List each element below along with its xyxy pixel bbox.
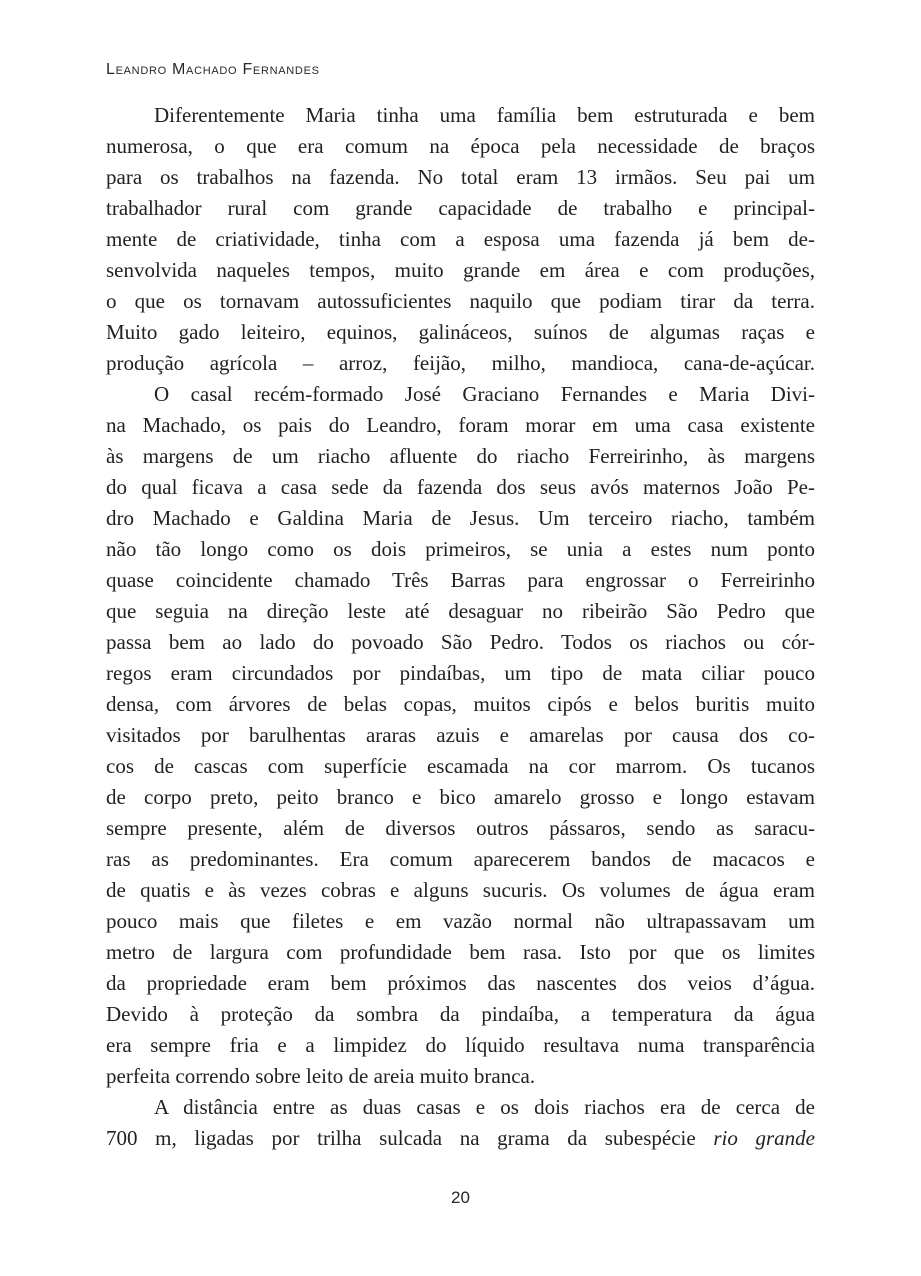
text-line: O casal recém-formado José Graciano Fernandes e Maria Divi- (154, 382, 815, 406)
text-line: dro Machado e Galdina Maria de Jesus. Um terceiro riacho, também (106, 506, 815, 530)
text-line: regos eram circundados por pindaíbas, um tipo de mata ciliar pouco (106, 661, 815, 685)
text-line: na Machado, os pais do Leandro, foram morar em uma casa existente (106, 413, 815, 437)
text-line: pouco mais que filetes e em vazão normal não ultrapassavam um (106, 909, 815, 933)
text-line: que seguia na direção leste até desaguar no ribeirão São Pedro que (106, 599, 815, 623)
text-line: de quatis e às vezes cobras e alguns sucuris. Os volumes de água eram (106, 878, 815, 902)
paragraph (106, 379, 815, 1092)
text-line: cos de cascas com superfície escamada na cor marrom. Os tucanos (106, 754, 815, 778)
text-line: mente de criatividade, tinha com a esposa uma fazenda já bem de- (106, 227, 815, 251)
text-block (106, 100, 815, 1154)
paragraph (106, 100, 815, 379)
text-line: A distância entre as duas casas e os dois riachos era de cerca de (154, 1095, 815, 1119)
page-number: 20 (451, 1188, 470, 1207)
text-line: o que os tornavam autossuficientes naquilo que podiam tirar da terra. (106, 289, 815, 313)
text-line: senvolvida naqueles tempos, muito grande em área e com produções, (106, 258, 815, 282)
text-segment: 700 m, ligadas por trilha sulcada na grama da subespécie (106, 1126, 714, 1150)
text-line: Diferentemente Maria tinha uma família bem estruturada e bem (154, 103, 815, 127)
text-line (106, 1123, 815, 1154)
text-line: metro de largura com profundidade bem rasa. Isto por que os limites (106, 940, 815, 964)
text-line: densa, com árvores de belas copas, muitos cipós e belos buritis muito (106, 692, 815, 716)
text-line: de corpo preto, peito branco e bico amarelo grosso e longo estavam (106, 785, 815, 809)
text-line: Devido à proteção da sombra da pindaíba, a temperatura da água (106, 1002, 815, 1026)
text-line: sempre presente, além de diversos outros pássaros, sendo as saracu- (106, 816, 815, 840)
text-line: às margens de um riacho afluente do riacho Ferreirinho, às margens (106, 444, 815, 468)
text-line: Muito gado leiteiro, equinos, galináceos, suínos de algumas raças e (106, 320, 815, 344)
text-line: produção agrícola – arroz, feijão, milho, mandioca, cana-de-açúcar. (106, 351, 815, 375)
text-line: perfeita correndo sobre leito de areia muito branca. (106, 1064, 536, 1088)
text-line: numerosa, o que era comum na época pela necessidade de braços (106, 134, 815, 158)
text-line: quase coincidente chamado Três Barras para engrossar o Ferreirinho (106, 568, 815, 592)
text-line: visitados por barulhentas araras azuis e amarelas por causa dos co- (106, 723, 815, 747)
italic-text: rio grande (713, 1126, 815, 1150)
running-header: Leandro Machado Fernandes (106, 61, 320, 78)
text-line: não tão longo como os dois primeiros, se unia a estes num ponto (106, 537, 815, 561)
paragraph (106, 1092, 815, 1154)
text-line: passa bem ao lado do povoado São Pedro. Todos os riachos ou cór- (106, 630, 815, 654)
text-line: era sempre fria e a limpidez do líquido resultava numa transparência (106, 1033, 815, 1057)
text-line: para os trabalhos na fazenda. No total eram 13 irmãos. Seu pai um (106, 165, 815, 189)
text-line: da propriedade eram bem próximos das nascentes dos veios d’água. (106, 971, 815, 995)
text-line: ras as predominantes. Era comum aparecerem bandos de macacos e (106, 847, 815, 871)
text-line: trabalhador rural com grande capacidade de trabalho e principal- (106, 196, 815, 220)
text-line: do qual ficava a casa sede da fazenda dos seus avós maternos João Pe- (106, 475, 815, 499)
